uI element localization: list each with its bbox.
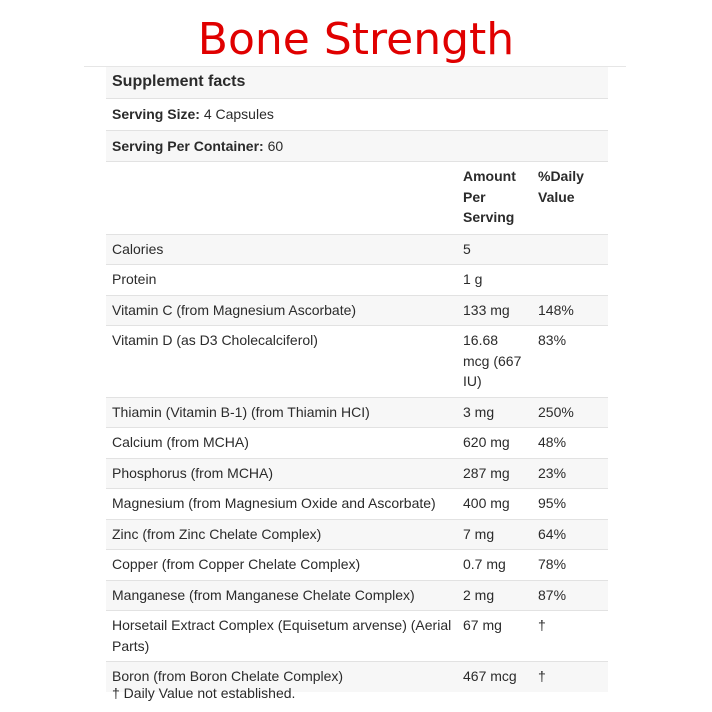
nutrient-row	[106, 397, 608, 428]
nutrient-row	[106, 489, 608, 520]
nutrient-amount: 0.7 mg	[457, 550, 532, 581]
nutrient-amount: 620 mg	[457, 428, 532, 459]
nutrient-row	[106, 265, 608, 296]
nutrient-daily-value: 250%	[532, 397, 608, 428]
column-header-daily-value: %Daily Value	[532, 162, 608, 235]
nutrient-daily-value: 87%	[532, 580, 608, 611]
nutrient-daily-value: 23%	[532, 458, 608, 489]
facts-heading-row	[106, 67, 608, 99]
page-title: Bone Strength	[197, 14, 515, 65]
servings-per-container-label: Serving Per Container:	[112, 137, 264, 154]
nutrient-row	[106, 580, 608, 611]
servings-per-container-value: 60	[267, 137, 284, 154]
nutrient-daily-value	[532, 265, 608, 296]
nutrient-name: Thiamin (Vitamin B-1) (from Thiamin HCI)	[106, 397, 457, 428]
nutrient-name: Magnesium (from Magnesium Oxide and Ascorbate)	[106, 489, 457, 520]
nutrient-daily-value: 78%	[532, 550, 608, 581]
serving-size	[106, 99, 608, 131]
nutrient-row	[106, 428, 608, 459]
nutrient-daily-value: †	[532, 611, 608, 662]
nutrient-row	[106, 519, 608, 550]
servings-per-container-row	[106, 130, 608, 162]
column-header-row	[106, 162, 608, 235]
nutrient-amount: 7 mg	[457, 519, 532, 550]
nutrient-name: Vitamin C (from Magnesium Ascorbate)	[106, 295, 457, 326]
serving-size-row	[106, 99, 608, 131]
nutrient-amount: 16.68 mcg (667 IU)	[457, 326, 532, 398]
supplement-facts-table	[106, 67, 608, 692]
nutrient-name: Phosphorus (from MCHA)	[106, 458, 457, 489]
nutrient-daily-value: †	[532, 662, 608, 692]
nutrient-name: Calcium (from MCHA)	[106, 428, 457, 459]
nutrient-name: Protein	[106, 265, 457, 296]
nutrient-daily-value: 83%	[532, 326, 608, 398]
nutrient-row	[106, 550, 608, 581]
nutrient-row	[106, 458, 608, 489]
nutrient-name: Calories	[106, 234, 457, 265]
serving-size-label: Serving Size:	[112, 106, 200, 122]
nutrient-amount: 2 mg	[457, 580, 532, 611]
nutrient-name: Horsetail Extract Complex (Equisetum arvense) (Aerial Parts)	[106, 611, 457, 662]
nutrient-amount: 133 mg	[457, 295, 532, 326]
nutrient-amount: 5	[457, 234, 532, 265]
nutrient-daily-value: 64%	[532, 519, 608, 550]
facts-heading: Supplement facts	[106, 67, 608, 99]
column-header-amount: Amount Per Serving	[457, 162, 532, 235]
nutrient-daily-value: 95%	[532, 489, 608, 520]
nutrient-amount: 287 mg	[457, 458, 532, 489]
nutrient-amount: 3 mg	[457, 397, 532, 428]
nutrient-row	[106, 326, 608, 398]
nutrient-daily-value: 148%	[532, 295, 608, 326]
serving-size-value: 4 Capsules	[203, 106, 274, 122]
nutrient-daily-value: 48%	[532, 428, 608, 459]
nutrient-amount: 67 mg	[457, 611, 532, 662]
nutrient-name: Boron (from Boron Chelate Complex)	[106, 662, 457, 692]
nutrient-name: Copper (from Copper Chelate Complex)	[106, 550, 457, 581]
column-header-nutrient	[106, 162, 457, 235]
nutrient-amount: 467 mcg	[457, 662, 532, 692]
nutrient-row	[106, 295, 608, 326]
nutrient-daily-value	[532, 234, 608, 265]
nutrient-name: Vitamin D (as D3 Cholecalciferol)	[106, 326, 457, 398]
nutrient-row	[106, 234, 608, 265]
nutrient-amount: 400 mg	[457, 489, 532, 520]
nutrient-name: Zinc (from Zinc Chelate Complex)	[106, 519, 457, 550]
nutrient-name: Manganese (from Manganese Chelate Complex)	[106, 580, 457, 611]
footnote: † Daily Value not established.	[112, 685, 296, 701]
servings-per-container	[106, 130, 608, 162]
nutrient-row	[106, 611, 608, 662]
nutrient-amount: 1 g	[457, 265, 532, 296]
